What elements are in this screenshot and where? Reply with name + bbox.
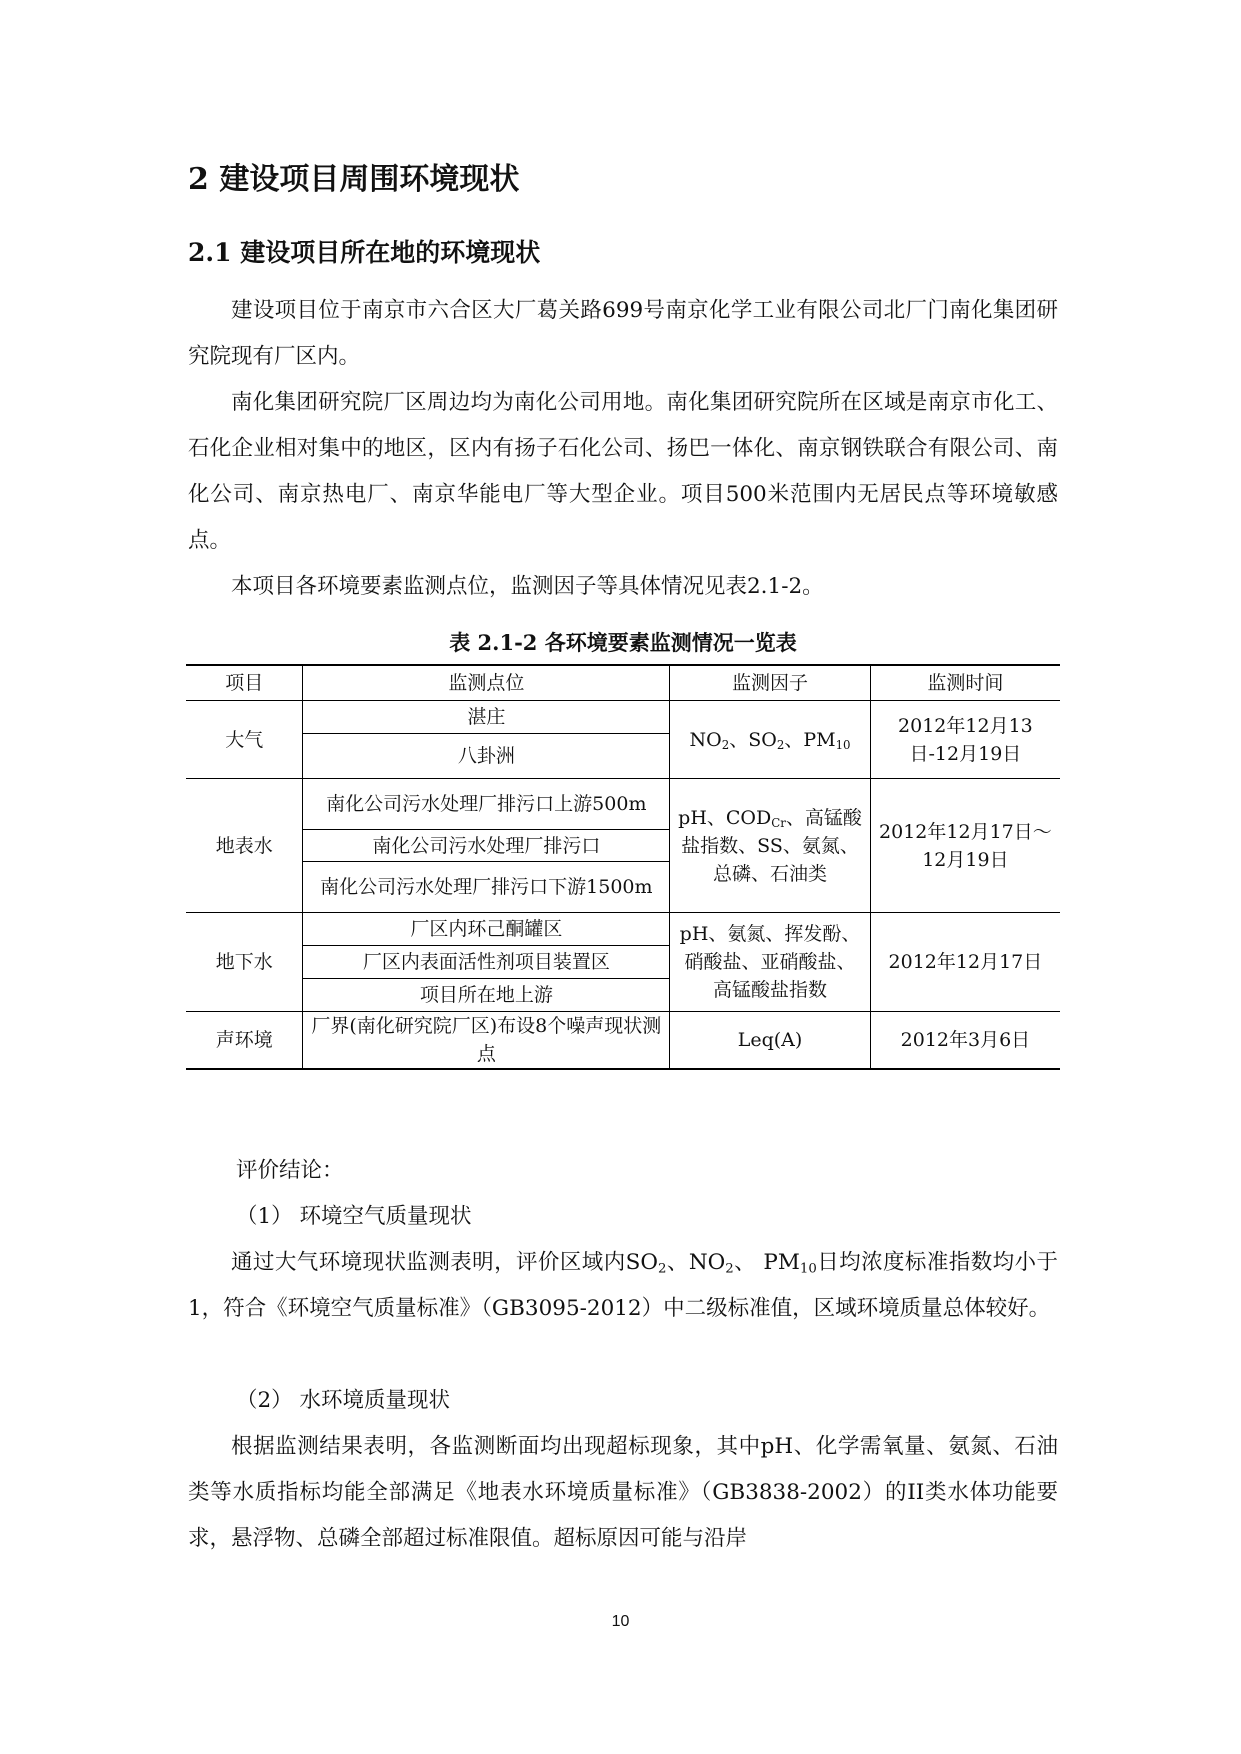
category-groundwater: 地下水 <box>186 913 303 1012</box>
paragraph-water-quality: 根据监测结果表明，各监测断面均出现超标现象，其中pH、化学需氧量、氨氮、石油类等水质指标均能全部满足《地表水环境质量标准》（GB3838-2002）的II类水体功能要求，悬浮物、总磷全部超过标准限值。超标原因可能与沿岸 <box>188 1434 1058 1551</box>
point-cell: 八卦洲 <box>303 734 670 779</box>
point-cell: 湛庄 <box>303 701 670 734</box>
point-cell: 南化公司污水处理厂排污口上游500m <box>303 779 670 830</box>
header-item: 项目 <box>186 665 303 701</box>
table-header-row <box>186 665 1060 701</box>
evaluation-label: 评价结论： <box>236 1158 344 1183</box>
chapter-heading: 2 建设项目周围环境现状 <box>188 162 520 197</box>
table-row <box>186 913 1060 946</box>
factors-groundwater: pH、氨氮、挥发酚、硝酸盐、亚硝酸盐、高锰酸盐指数 <box>670 913 871 1012</box>
category-air: 大气 <box>186 701 303 779</box>
page-number: 10 <box>611 1613 630 1630</box>
factors-noise: Leq(A) <box>670 1012 871 1070</box>
factors-surface-water: pH、$COD_{Cr}$、高锰酸盐指数、SS、氨氮、总磷、石油类 <box>670 779 871 913</box>
subsection-water-quality: （2） 水环境质量现状 <box>236 1388 451 1413</box>
subsection-air-quality: （1） 环境空气质量现状 <box>236 1204 472 1229</box>
point-cell: 南化公司污水处理厂排污口下游1500m <box>303 862 670 913</box>
section-heading: 2.1 建设项目所在地的环境现状 <box>188 238 541 267</box>
table-row <box>186 1012 1060 1070</box>
point-cell: 南化公司污水处理厂排污口 <box>303 830 670 862</box>
table-row <box>186 779 1060 830</box>
point-cell: 厂区内表面活性剂项目装置区 <box>303 946 670 979</box>
category-noise: 声环境 <box>186 1012 303 1070</box>
time-noise: 2012年3月6日 <box>870 1012 1060 1070</box>
factors-air: $NO_2$、$SO_2$、$PM_{10}$ <box>670 701 871 779</box>
paragraph-surroundings: 南化集团研究院厂区周边均为南化公司用地。南化集团研究院所在区域是南京市化工、石化企业相对集中的地区，区内有扬子石化公司、扬巴一体化、南京钢铁联合有限公司、南化公司、南京热电厂、南京华能电厂等大型企业。项目500米范围内无居民点等环境敏感点。 <box>188 390 1058 553</box>
header-points: 监测点位 <box>303 665 670 701</box>
time-surface-water: 2012年12月17日～12月19日 <box>870 779 1060 913</box>
point-cell: 厂区内环己酮罐区 <box>303 913 670 946</box>
time-groundwater: 2012年12月17日 <box>870 913 1060 1012</box>
paragraph-location: 建设项目位于南京市六合区大厂葛关路699号南京化学工业有限公司北厂门南化集团研究院现有厂区内。 <box>188 298 1058 369</box>
table-caption: 表 2.1-2 各环境要素监测情况一览表 <box>449 630 797 655</box>
table-row <box>186 701 1060 734</box>
point-cell: 厂界(南化研究院厂区)布设8个噪声现状测点 <box>303 1012 670 1070</box>
category-surface-water: 地表水 <box>186 779 303 913</box>
paragraph-table-reference: 本项目各环境要素监测点位，监测因子等具体情况见表2.1-2。 <box>231 574 824 599</box>
monitoring-table <box>186 664 1060 1070</box>
paragraph-air-quality: 通过大气环境现状监测表明，评价区域内$SO_2$、$NO_2$、 $PM_{10}$日均浓度标准指数均小于1，符合《环境空气质量标准》（GB3095-2012）中二级标准值，区域环境质量总体较好。 <box>188 1250 1058 1321</box>
header-time: 监测时间 <box>870 665 1060 701</box>
point-cell: 项目所在地上游 <box>303 979 670 1012</box>
time-air: 2012年12月13日-12月19日 <box>870 701 1060 779</box>
header-factors: 监测因子 <box>670 665 871 701</box>
